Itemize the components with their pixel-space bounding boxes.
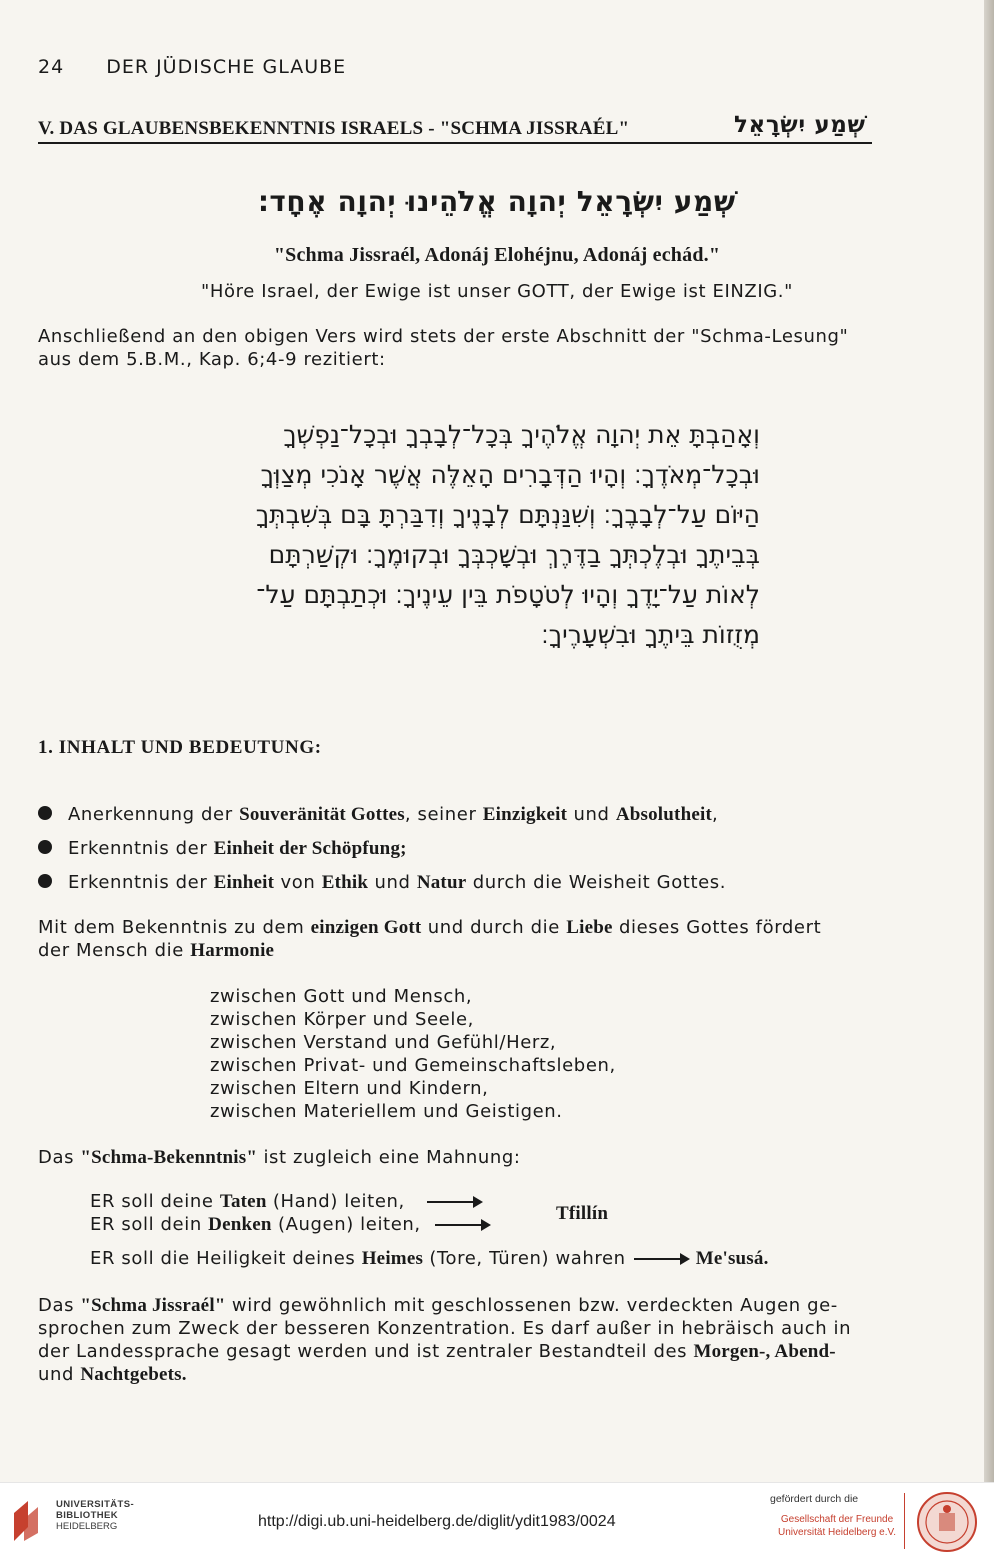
sponsor-label: gefördert durch die [770,1493,859,1505]
closing-line-2: sprochen zum Zweck der besseren Konzentration. Es darf außer in hebräisch auch in [38,1318,852,1339]
permalink[interactable]: http://digi.ub.uni-heidelberg.de/diglit/ydit1983/0024 [258,1513,616,1530]
arrow-right-icon [634,1258,688,1260]
harmony-paragraph-line-1: Mit dem Bekenntnis zu dem einzigen Gott und durch die Liebe dieses Gottes fördert [38,917,822,938]
chapter-title-hebrew: שְׁמַע יִשְׂרָאֵל [734,112,866,138]
shema-translation: "Höre Israel, der Ewige ist unser GOTT, der Ewige ist EINZIG." [200,281,794,302]
page-number: 24 [38,56,65,78]
chapter-title: V. DAS GLAUBENSBEKENNTNIS ISRAELS - "SCHMA JISSRAÉL" [38,118,630,139]
er-line-heimes: ER soll die Heiligkeit deines Heimes (Tore, Türen) wahren Me'susá. [90,1248,769,1269]
bullet-item: Anerkennung der Souveränität Gottes, seiner Einzigkeit und Absolutheit, [38,804,718,826]
harmony-list-item: zwischen Körper und Seele, [210,1009,474,1030]
mahnung-line: Das "Schma-Bekenntnis" ist zugleich eine Mahnung: [38,1147,521,1168]
harmony-paragraph-line-2: der Mensch die Harmonie [38,940,275,961]
arrow-right-icon [427,1201,481,1203]
closing-line-3: der Landessprache gesagt werden und ist zentraler Bestandteil des Morgen-, Abend- [38,1341,836,1362]
harmony-list-item: zwischen Gott und Mensch, [210,986,473,1007]
shema-transliteration: "Schma Jissraél, Adonáj Elohéjnu, Adonáj echád." [273,244,721,266]
bullet-item: Erkenntnis der Einheit der Schöpfung; [38,838,407,860]
harmony-list-item: zwischen Verstand und Gefühl/Herz, [210,1032,557,1053]
harmony-list-item: zwischen Privat- und Gemeinschaftsleben, [210,1055,616,1076]
harmony-list-item: zwischen Materiellem und Geistigen. [210,1101,563,1122]
closing-line-4: und Nachtgebets. [38,1364,187,1385]
library-name: UNIVERSITÄTS- BIBLIOTHEK HEIDELBERG [56,1499,135,1532]
library-logo-icon [10,1497,46,1543]
footer-divider [904,1493,905,1549]
bullet-item: Erkenntnis der Einheit von Ethik und Natur durch die Weisheit Gottes. [38,872,726,894]
bullet-icon [38,874,52,888]
bullet-icon [38,806,52,820]
section-heading: 1. INHALT UND BEDEUTUNG: [38,737,322,758]
hebrew-passage-line: וְאָהַבְתָּ אֵת יְהוָה אֱלֹהֶיךָ בְּכָל־לְבָבְךָ וּבְכָל־נַפְשְׁךָ [283,420,760,449]
intro-line-1: Anschließend an den obigen Vers wird stets der erste Abschnitt der "Schma-Lesung" [38,326,849,347]
page-edge [984,0,994,1482]
er-line-denken: ER soll dein Denken (Augen) leiten, [90,1214,497,1236]
hebrew-passage-line: וּבְכָל־מְאֹדֶךָ׃ וְהָיוּ הַדְּבָרִים הָאֵלֶּה אֲשֶׁר אָנֹכִי מְצַוְּךָ [260,460,760,489]
running-title: DER JÜDISCHE GLAUBE [106,56,347,78]
shema-hebrew: שְׁמַע יִשְׂרָאֵל יְהוָה אֱלֹהֵינוּ יְהוָה אֶחָד׃ [258,185,736,218]
closing-line-1: Das "Schma Jissraél" wird gewöhnlich mit geschlossenen bzw. verdeckten Augen ge- [38,1295,838,1316]
running-header [38,56,346,78]
hebrew-passage-line: בְּבֵיתֶךָ וּבְלֶכְתְּךָ בַדֶּרֶךְ וּבְשָׁכְבְּךָ וּבְקוּמֶךָ׃ וּקְשַׁרְתָּם [268,540,760,569]
arrow-right-icon [435,1224,489,1226]
harmony-list-item: zwischen Eltern und Kindern, [210,1078,489,1099]
tfillin-label: Tfillín [556,1203,609,1224]
footer-bar [0,1482,994,1561]
title-underline [38,142,872,144]
intro-line-2: aus dem 5.B.M., Kap. 6;4-9 rezitiert: [38,349,386,370]
hebrew-passage-line: הַיּוֹם עַל־לְבָבֶךָ׃ וְשִׁנַּנְתָּם לְבָנֶיךָ וְדִבַּרְתָּ בָּם בְּשִׁבְתְּךָ [255,500,760,529]
sponsor-name: Gesellschaft der Freunde Universität Heidelberg e.V. [778,1514,897,1538]
university-seal-icon [916,1491,978,1553]
bullet-icon [38,840,52,854]
er-line-taten: ER soll deine Taten (Hand) leiten, [90,1191,489,1213]
hebrew-passage-line: מְזֻזוֹת בֵּיתֶךָ וּבִשְׁעָרֶיךָ׃ [541,620,760,649]
hebrew-passage-line: לְאוֹת עַל־יָדֶךָ וְהָיוּ לְטֹטָפֹת בֵּין עֵינֶיךָ׃ וּכְתַבְתָּם עַל־ [256,580,760,609]
